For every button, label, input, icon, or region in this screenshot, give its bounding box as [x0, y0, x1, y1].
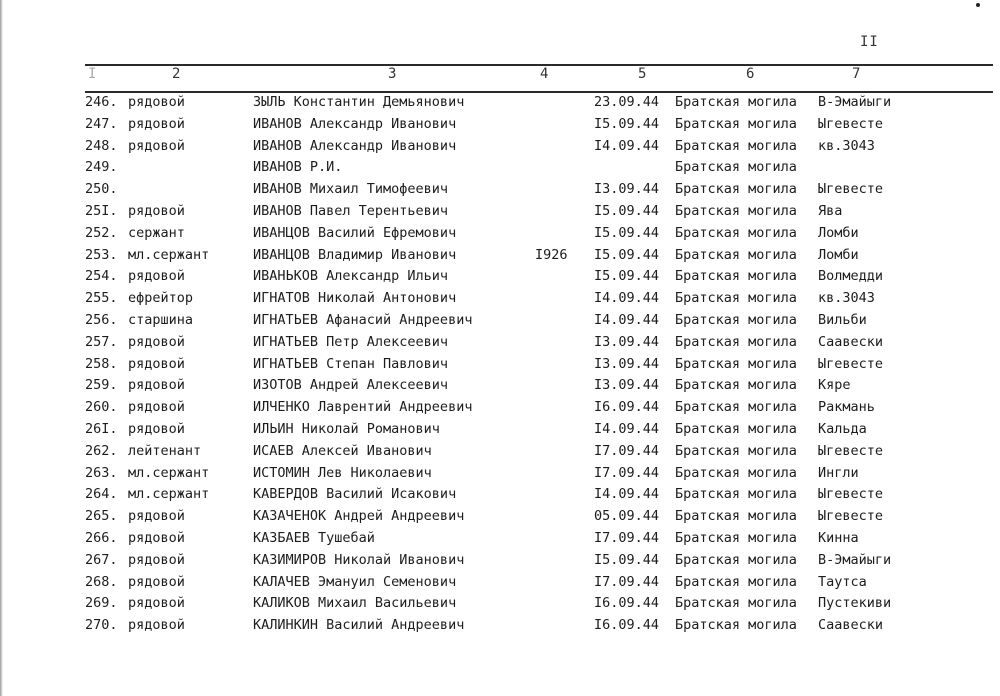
record-name: ЗЫЛЬ Константин Демьянович	[253, 94, 465, 110]
record-name: ИВАНОВ Александр Иванович	[253, 137, 457, 154]
column-header-3: 3	[388, 66, 397, 82]
record-number: 260.	[85, 399, 118, 416]
record-name: ИСАЕВ Алексей Иванович	[253, 442, 432, 459]
record-number: 265.	[85, 508, 118, 525]
record-death-date: I5.09.44	[594, 551, 660, 568]
record-burial-type: Братская могила	[675, 399, 797, 416]
record-name: ИГНАТЬЕВ Степан Павлович	[253, 355, 449, 372]
record-death-date: I6.09.44	[594, 399, 660, 416]
table-row	[0, 245, 1000, 267]
record-rank: ефрейтор	[128, 290, 194, 307]
column-header-5: 5	[638, 66, 647, 82]
record-number: 263.	[85, 464, 118, 481]
record-rank: рядовой	[128, 399, 185, 416]
record-burial-type: Братская могила	[675, 94, 797, 110]
record-burial-type: Братская могила	[675, 202, 797, 219]
record-number: 268.	[85, 573, 118, 590]
table-row	[0, 332, 1000, 354]
record-rank: рядовой	[128, 202, 185, 219]
record-death-date: I5.09.44	[594, 115, 660, 132]
record-rank: мл.сержант	[128, 246, 210, 263]
record-burial-type: Братская могила	[675, 333, 797, 350]
table-row	[0, 201, 1000, 223]
record-name: ИВАНОВ Р.И.	[253, 159, 343, 176]
record-number: 26I.	[85, 420, 118, 437]
record-burial-type: Братская могила	[675, 595, 797, 612]
record-number: 246.	[85, 94, 118, 110]
table-row	[0, 223, 1000, 245]
table-row	[0, 157, 1000, 179]
record-name: ИВАНОВ Павел Терентьевич	[253, 202, 449, 219]
record-name: КАЗИМИРОВ Николай Иванович	[253, 551, 465, 568]
record-burial-place: Вильби	[818, 311, 867, 328]
record-name: ИЛЬИН Николай Романович	[253, 420, 440, 437]
record-rank: рядовой	[128, 333, 185, 350]
record-burial-place: кв.3043	[818, 290, 875, 307]
record-number: 266.	[85, 529, 118, 546]
record-burial-type: Братская могила	[675, 290, 797, 307]
record-death-date: I3.09.44	[594, 377, 660, 394]
ink-speck	[976, 3, 980, 7]
table-row	[0, 266, 1000, 288]
record-number: 264.	[85, 486, 118, 503]
record-burial-place: Ява	[818, 202, 843, 219]
record-burial-place: Саавески	[818, 617, 884, 634]
record-number: 248.	[85, 137, 118, 154]
table-row	[0, 572, 1000, 594]
page-number: II	[860, 34, 879, 50]
record-rank: рядовой	[128, 551, 185, 568]
record-name: ИВАНЦОВ Василий Ефремович	[253, 224, 457, 241]
record-death-date: I3.09.44	[594, 333, 660, 350]
column-header-4: 4	[540, 66, 549, 82]
column-header-7: 7	[852, 66, 861, 82]
record-number: 254.	[85, 268, 118, 285]
record-burial-place: Кяре	[818, 377, 851, 394]
record-death-date: I4.09.44	[594, 486, 660, 503]
record-burial-type: Братская могила	[675, 464, 797, 481]
record-burial-place: Ломби	[818, 246, 859, 263]
record-number: 267.	[85, 551, 118, 568]
record-death-date: I4.09.44	[594, 137, 660, 154]
record-name: КАЛИНКИН Василий Андреевич	[253, 617, 465, 634]
record-name: ИГНАТОВ Николай Антонович	[253, 290, 457, 307]
table-row	[0, 528, 1000, 550]
record-number: 247.	[85, 115, 118, 132]
record-burial-type: Братская могила	[675, 377, 797, 394]
record-burial-place: кв.3043	[818, 137, 875, 154]
record-number: 257.	[85, 333, 118, 350]
table-row	[0, 506, 1000, 528]
record-burial-place: Саавески	[818, 333, 884, 350]
record-burial-place: Ыгевесте	[818, 181, 884, 198]
column-header-1: I	[88, 66, 97, 82]
record-burial-place: Ыгевесте	[818, 115, 884, 132]
record-burial-place: Ыгевесте	[818, 442, 884, 459]
record-death-date: I4.09.44	[594, 420, 660, 437]
record-number: 269.	[85, 595, 118, 612]
record-rank: рядовой	[128, 137, 185, 154]
table-row	[0, 310, 1000, 332]
record-burial-type: Братская могила	[675, 268, 797, 285]
record-burial-type: Братская могила	[675, 420, 797, 437]
record-death-date: I3.09.44	[594, 355, 660, 372]
record-burial-type: Братская могила	[675, 573, 797, 590]
record-rank: рядовой	[128, 377, 185, 394]
record-burial-place: Ракмань	[818, 399, 875, 416]
record-rank: рядовой	[128, 115, 185, 132]
table-row	[0, 419, 1000, 441]
record-death-date: I7.09.44	[594, 442, 660, 459]
record-death-date: I4.09.44	[594, 311, 660, 328]
record-rank: сержант	[128, 224, 185, 241]
record-rank: рядовой	[128, 94, 185, 110]
column-header-6: 6	[746, 66, 755, 82]
record-burial-type: Братская могила	[675, 311, 797, 328]
record-name: ИВАНЬКОВ Александр Ильич	[253, 268, 449, 285]
record-number: 262.	[85, 442, 118, 459]
record-death-date: 05.09.44	[594, 508, 660, 525]
record-name: КАЗБАЕВ Тушебай	[253, 529, 375, 546]
record-rank: рядовой	[128, 595, 185, 612]
record-burial-place: Ломби	[818, 224, 859, 241]
record-rank: рядовой	[128, 529, 185, 546]
table-row	[0, 288, 1000, 310]
record-burial-type: Братская могила	[675, 442, 797, 459]
record-name: ИГНАТЬЕВ Афанасий Андреевич	[253, 311, 473, 328]
record-name: КАЛИКОВ Михаил Васильевич	[253, 595, 457, 612]
record-rank: рядовой	[128, 573, 185, 590]
record-rank: рядовой	[128, 420, 185, 437]
record-burial-place: Волмедди	[818, 268, 884, 285]
record-name: ИВАНЦОВ Владимир Иванович	[253, 246, 457, 263]
record-rank: рядовой	[128, 508, 185, 525]
record-burial-place: Ыгевесте	[818, 486, 884, 503]
table-row	[0, 593, 1000, 615]
table-row	[0, 615, 1000, 637]
record-name: ИВАНОВ Александр Иванович	[253, 115, 457, 132]
record-name: КАЗАЧЕНОК Андрей Андреевич	[253, 508, 465, 525]
record-burial-place: Таутса	[818, 573, 867, 590]
record-death-date: I7.09.44	[594, 464, 660, 481]
record-death-date: I6.09.44	[594, 595, 660, 612]
table-row	[0, 114, 1000, 136]
record-burial-place: В-Эмайыги	[818, 94, 892, 110]
record-rank: рядовой	[128, 355, 185, 372]
record-burial-type: Братская могила	[675, 529, 797, 546]
table-row	[0, 463, 1000, 485]
table-row	[0, 92, 1000, 114]
record-number: 270.	[85, 617, 118, 634]
record-burial-type: Братская могила	[675, 551, 797, 568]
record-death-date: I5.09.44	[594, 202, 660, 219]
record-death-date: I5.09.44	[594, 268, 660, 285]
record-death-date: I4.09.44	[594, 290, 660, 307]
record-rank: рядовой	[128, 268, 185, 285]
record-number: 253.	[85, 246, 118, 263]
record-number: 249.	[85, 159, 118, 176]
record-death-date: I6.09.44	[594, 617, 660, 634]
table-row	[0, 441, 1000, 463]
record-rank: лейтенант	[128, 442, 202, 459]
record-burial-type: Братская могила	[675, 181, 797, 198]
record-number: 255.	[85, 290, 118, 307]
table-row	[0, 354, 1000, 376]
record-death-date: I7.09.44	[594, 573, 660, 590]
record-death-date: I5.09.44	[594, 224, 660, 241]
record-name: ИЛЧЕНКО Лаврентий Андреевич	[253, 399, 473, 416]
record-number: 252.	[85, 224, 118, 241]
record-burial-place: Кинна	[818, 529, 859, 546]
table-row	[0, 484, 1000, 506]
record-name: ИСТОМИН Лев Николаевич	[253, 464, 432, 481]
record-burial-type: Братская могила	[675, 486, 797, 503]
record-burial-type: Братская могила	[675, 159, 797, 176]
record-name: ИВАНОВ Михаил Тимофеевич	[253, 181, 449, 198]
record-rank: мл.сержант	[128, 464, 210, 481]
record-burial-place: В-Эмайыги	[818, 551, 892, 568]
record-birth-year: I926	[535, 246, 568, 263]
record-number: 256.	[85, 311, 118, 328]
record-death-date: I3.09.44	[594, 181, 660, 198]
record-burial-type: Братская могила	[675, 617, 797, 634]
column-header-row	[0, 66, 1000, 88]
record-burial-place: Пустекиви	[818, 595, 892, 612]
record-number: 259.	[85, 377, 118, 394]
record-list	[0, 92, 1000, 637]
record-burial-place: Кальда	[818, 420, 867, 437]
record-burial-place: Ыгевесте	[818, 508, 884, 525]
table-row	[0, 397, 1000, 419]
record-rank: рядовой	[128, 617, 185, 634]
table-row	[0, 179, 1000, 201]
record-burial-type: Братская могила	[675, 508, 797, 525]
record-number: 258.	[85, 355, 118, 372]
table-row	[0, 550, 1000, 572]
record-name: ИЗОТОВ Андрей Алексеевич	[253, 377, 449, 394]
record-burial-place: Ыгевесте	[818, 355, 884, 372]
record-burial-type: Братская могила	[675, 137, 797, 154]
column-header-2: 2	[172, 66, 181, 82]
table-row	[0, 375, 1000, 397]
record-number: 25I.	[85, 202, 118, 219]
record-name: КАВЕРДОВ Василий Исакович	[253, 486, 457, 503]
record-death-date: I5.09.44	[594, 246, 660, 263]
record-burial-type: Братская могила	[675, 246, 797, 263]
record-burial-type: Братская могила	[675, 115, 797, 132]
record-rank: старшина	[128, 311, 194, 328]
record-death-date: I7.09.44	[594, 529, 660, 546]
record-death-date: 23.09.44	[594, 94, 660, 110]
record-burial-type: Братская могила	[675, 355, 797, 372]
table-row	[0, 136, 1000, 158]
record-name: ИГНАТЬЕВ Петр Алексеевич	[253, 333, 449, 350]
record-burial-type: Братская могила	[675, 224, 797, 241]
record-burial-place: Ингли	[818, 464, 859, 481]
record-name: КАЛАЧЕВ Эмануил Семенович	[253, 573, 457, 590]
record-rank: мл.сержант	[128, 486, 210, 503]
record-number: 250.	[85, 181, 118, 198]
